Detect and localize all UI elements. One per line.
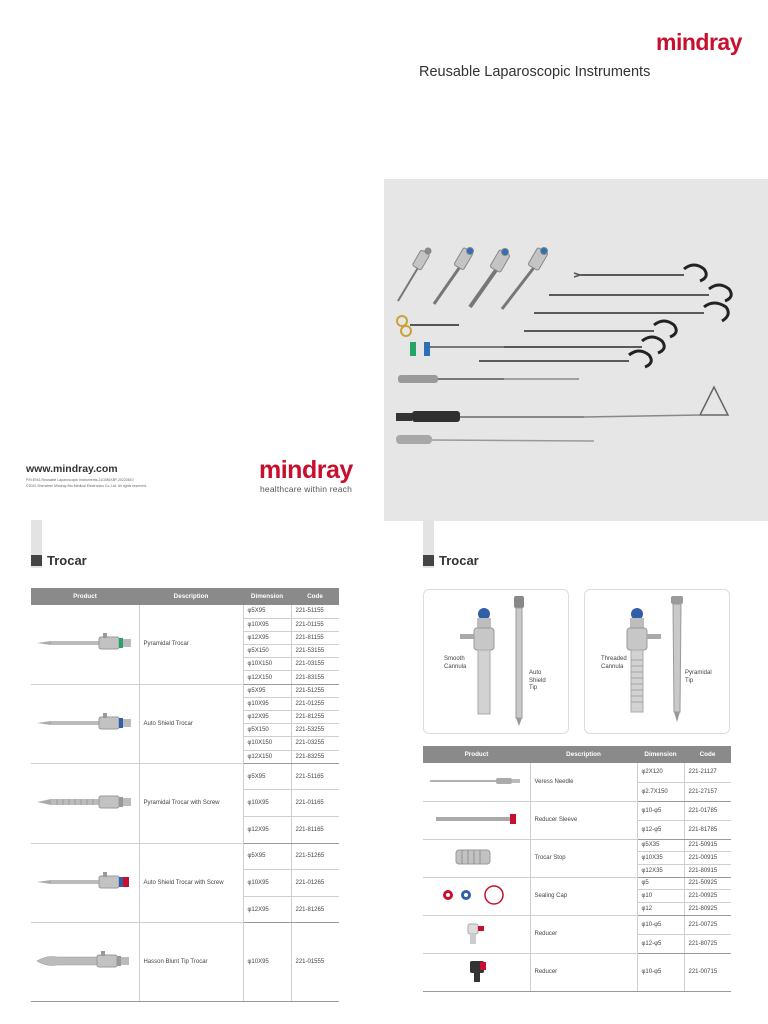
product-thumbnail-illustration [33,792,137,812]
code-cell: 221-51265 [291,843,339,870]
dimension-cell: φ10X35 [637,852,684,865]
dimension-cell: φ10X95 [243,697,291,710]
product-image-cell [423,839,530,877]
product-thumbnail-illustration [426,771,526,791]
header-code: Code [684,746,731,763]
code-cell: 221-81265 [291,896,339,923]
description-cell: Sealing Cap [530,877,637,915]
table-row [423,953,731,991]
table-header-row [423,746,731,763]
product-thumbnail-illustration [33,951,137,971]
dimension-cell: φ5X95 [243,684,291,697]
table-row [423,877,731,890]
header-dimension: Dimension [243,588,291,605]
section-title-left-text: Trocar [47,553,87,568]
product-thumbnail-illustration [426,920,526,946]
code-cell: 221-03155 [291,658,339,671]
trocar-spec-table [31,588,339,1002]
section-title-right-text: Trocar [439,553,479,568]
description-cell: Reducer Sleeve [530,801,637,839]
cannula-card-threaded [584,589,730,734]
dimension-cell: φ10X150 [243,658,291,671]
dimension-cell: φ5X95 [243,843,291,870]
code-cell: 221-00725 [684,915,731,934]
dimension-cell: φ10-φ5 [637,801,684,820]
instruments-photo [384,179,768,521]
product-thumbnail-illustration [33,713,137,733]
suction-illustration [396,387,728,444]
label-line: Cannula [601,663,624,670]
label-line: Threaded [601,656,627,662]
product-image-cell [31,763,139,843]
code-cell: 221-01165 [291,790,339,817]
dimension-cell: φ10-φ5 [637,915,684,934]
section-square-icon [31,555,42,566]
dimension-cell: φ12X95 [243,711,291,724]
description-cell: Trocar Stop [530,839,637,877]
header-description: Description [139,588,243,605]
code-cell: 221-81785 [684,820,731,839]
code-cell: 221-81155 [291,631,339,644]
description-cell: Reducer [530,953,637,991]
dimension-cell: φ12 [637,902,684,915]
code-cell: 221-83255 [291,750,339,763]
section-square-icon [423,555,434,566]
code-cell: 221-00915 [684,852,731,865]
product-image-cell [423,953,530,991]
description-cell: Auto Shield Trocar with Screw [139,843,243,923]
dimension-cell: φ5X95 [243,605,291,618]
code-cell: 221-81255 [291,711,339,724]
code-cell: 221-27157 [684,782,731,801]
table-row [31,923,339,1002]
dimension-cell: φ10-φ5 [637,953,684,991]
card-right-label-b [685,670,712,685]
label-line: Smooth [444,656,465,662]
table-row [423,763,731,782]
table-row [31,605,339,618]
code-cell: 221-01555 [291,923,339,1002]
product-thumbnail-illustration [426,846,526,868]
code-cell: 221-21127 [684,763,731,782]
table-row [423,801,731,820]
label-line: Auto [529,670,542,676]
mindray-logo-top: mindray [656,29,742,55]
dimension-cell: φ10X95 [243,870,291,897]
label-line: Pyramidal [685,670,712,676]
dimension-cell: φ5X95 [243,763,291,790]
dimension-cell: φ12X95 [243,896,291,923]
code-cell: 221-00715 [684,953,731,991]
accessory-spec-table [423,746,731,992]
description-cell: Hasson Blunt Tip Trocar [139,923,243,1002]
product-thumbnail-illustration [426,809,526,829]
label-line: Tip [685,677,694,684]
trocar-group-illustration [398,247,548,309]
code-cell: 221-83155 [291,671,339,684]
dimension-cell: φ10X95 [243,618,291,631]
dimension-cell: φ12X95 [243,816,291,843]
dimension-cell: φ10 [637,890,684,903]
code-cell: 221-80925 [684,902,731,915]
website-url: www.mindray.com [26,463,118,475]
product-image-cell [31,684,139,763]
label-line: Cannula [444,663,467,670]
code-cell: 221-01155 [291,618,339,631]
grasper-group-illustration [479,265,731,379]
instruments-illustration [384,179,768,521]
code-cell: 221-00925 [684,890,731,903]
scissor-illustration [397,316,504,383]
code-cell: 221-53255 [291,724,339,737]
label-line: Tip [529,685,538,691]
dimension-cell: φ12X35 [637,864,684,877]
table-row [31,684,339,697]
header-dimension: Dimension [637,746,684,763]
table-header-row [31,588,339,605]
card-left-label-b [529,670,546,693]
cannula-card-smooth [423,589,569,734]
description-cell: Pyramidal Trocar [139,605,243,684]
dimension-cell: φ10X150 [243,737,291,750]
product-image-cell [423,763,530,801]
dimension-cell: φ5 [637,877,684,890]
code-cell: 221-50915 [684,839,731,852]
table-row [31,763,339,790]
code-cell: 221-80915 [684,864,731,877]
dimension-cell: φ5X35 [637,839,684,852]
description-cell: Pyramidal Trocar with Screw [139,763,243,843]
dimension-cell: φ5X150 [243,724,291,737]
dimension-cell: φ10X95 [243,790,291,817]
card-right-label-a [601,656,627,671]
dimension-cell: φ12X150 [243,671,291,684]
code-cell: 221-80725 [684,934,731,953]
header-code: Code [291,588,339,605]
header-description: Description [530,746,637,763]
code-cell: 221-51165 [291,763,339,790]
dimension-cell: φ12-φ5 [637,934,684,953]
description-cell: Auto Shield Trocar [139,684,243,763]
label-line: Shield [529,677,546,684]
header-product: Product [423,746,530,763]
product-image-cell [423,877,530,915]
table-row [31,843,339,870]
product-image-cell [423,801,530,839]
section-title-left [31,553,87,568]
brand-tagline: healthcare within reach [260,484,353,494]
dimension-cell: φ2.7X150 [637,782,684,801]
code-cell: 221-50925 [684,877,731,890]
code-cell: 221-81165 [291,816,339,843]
product-thumbnail-illustration [426,884,526,906]
fineprint-copyright: ©2022 Shenzhen Mindray Bio-Medical Electronics Co.,Ltd. All rights reserved. [26,484,147,488]
description-cell: Reducer [530,915,637,953]
table-row [423,915,731,934]
code-cell: 221-03255 [291,737,339,750]
mindray-logo-main: mindray [259,456,353,484]
product-thumbnail-illustration [33,872,137,892]
dimension-cell: φ5X150 [243,645,291,658]
card-left-label-a [444,656,466,671]
code-cell: 221-51155 [291,605,339,618]
document-title: Reusable Laparoscopic Instruments [419,64,651,80]
code-cell: 221-53155 [291,645,339,658]
product-image-cell [31,605,139,684]
product-image-cell [423,915,530,953]
description-cell: Veress Needle [530,763,637,801]
dimension-cell: φ12X150 [243,750,291,763]
product-thumbnail-illustration [426,958,526,984]
code-cell: 221-01785 [684,801,731,820]
header-product: Product [31,588,139,605]
product-thumbnail-illustration [33,633,137,653]
dimension-cell: φ12X95 [243,631,291,644]
table-row [423,839,731,852]
code-cell: 221-51255 [291,684,339,697]
section-title-right [423,553,479,568]
dimension-cell: φ12-φ5 [637,820,684,839]
code-cell: 221-01255 [291,697,339,710]
dimension-cell: φ2X120 [637,763,684,782]
product-image-cell [31,843,139,923]
dimension-cell: φ10X95 [243,923,291,1002]
fineprint-part-number: P/N:ENG-Reusable Laparoscopic Instruments-210285X8P-20220810 [26,478,134,482]
product-image-cell [31,923,139,1002]
code-cell: 221-01265 [291,870,339,897]
